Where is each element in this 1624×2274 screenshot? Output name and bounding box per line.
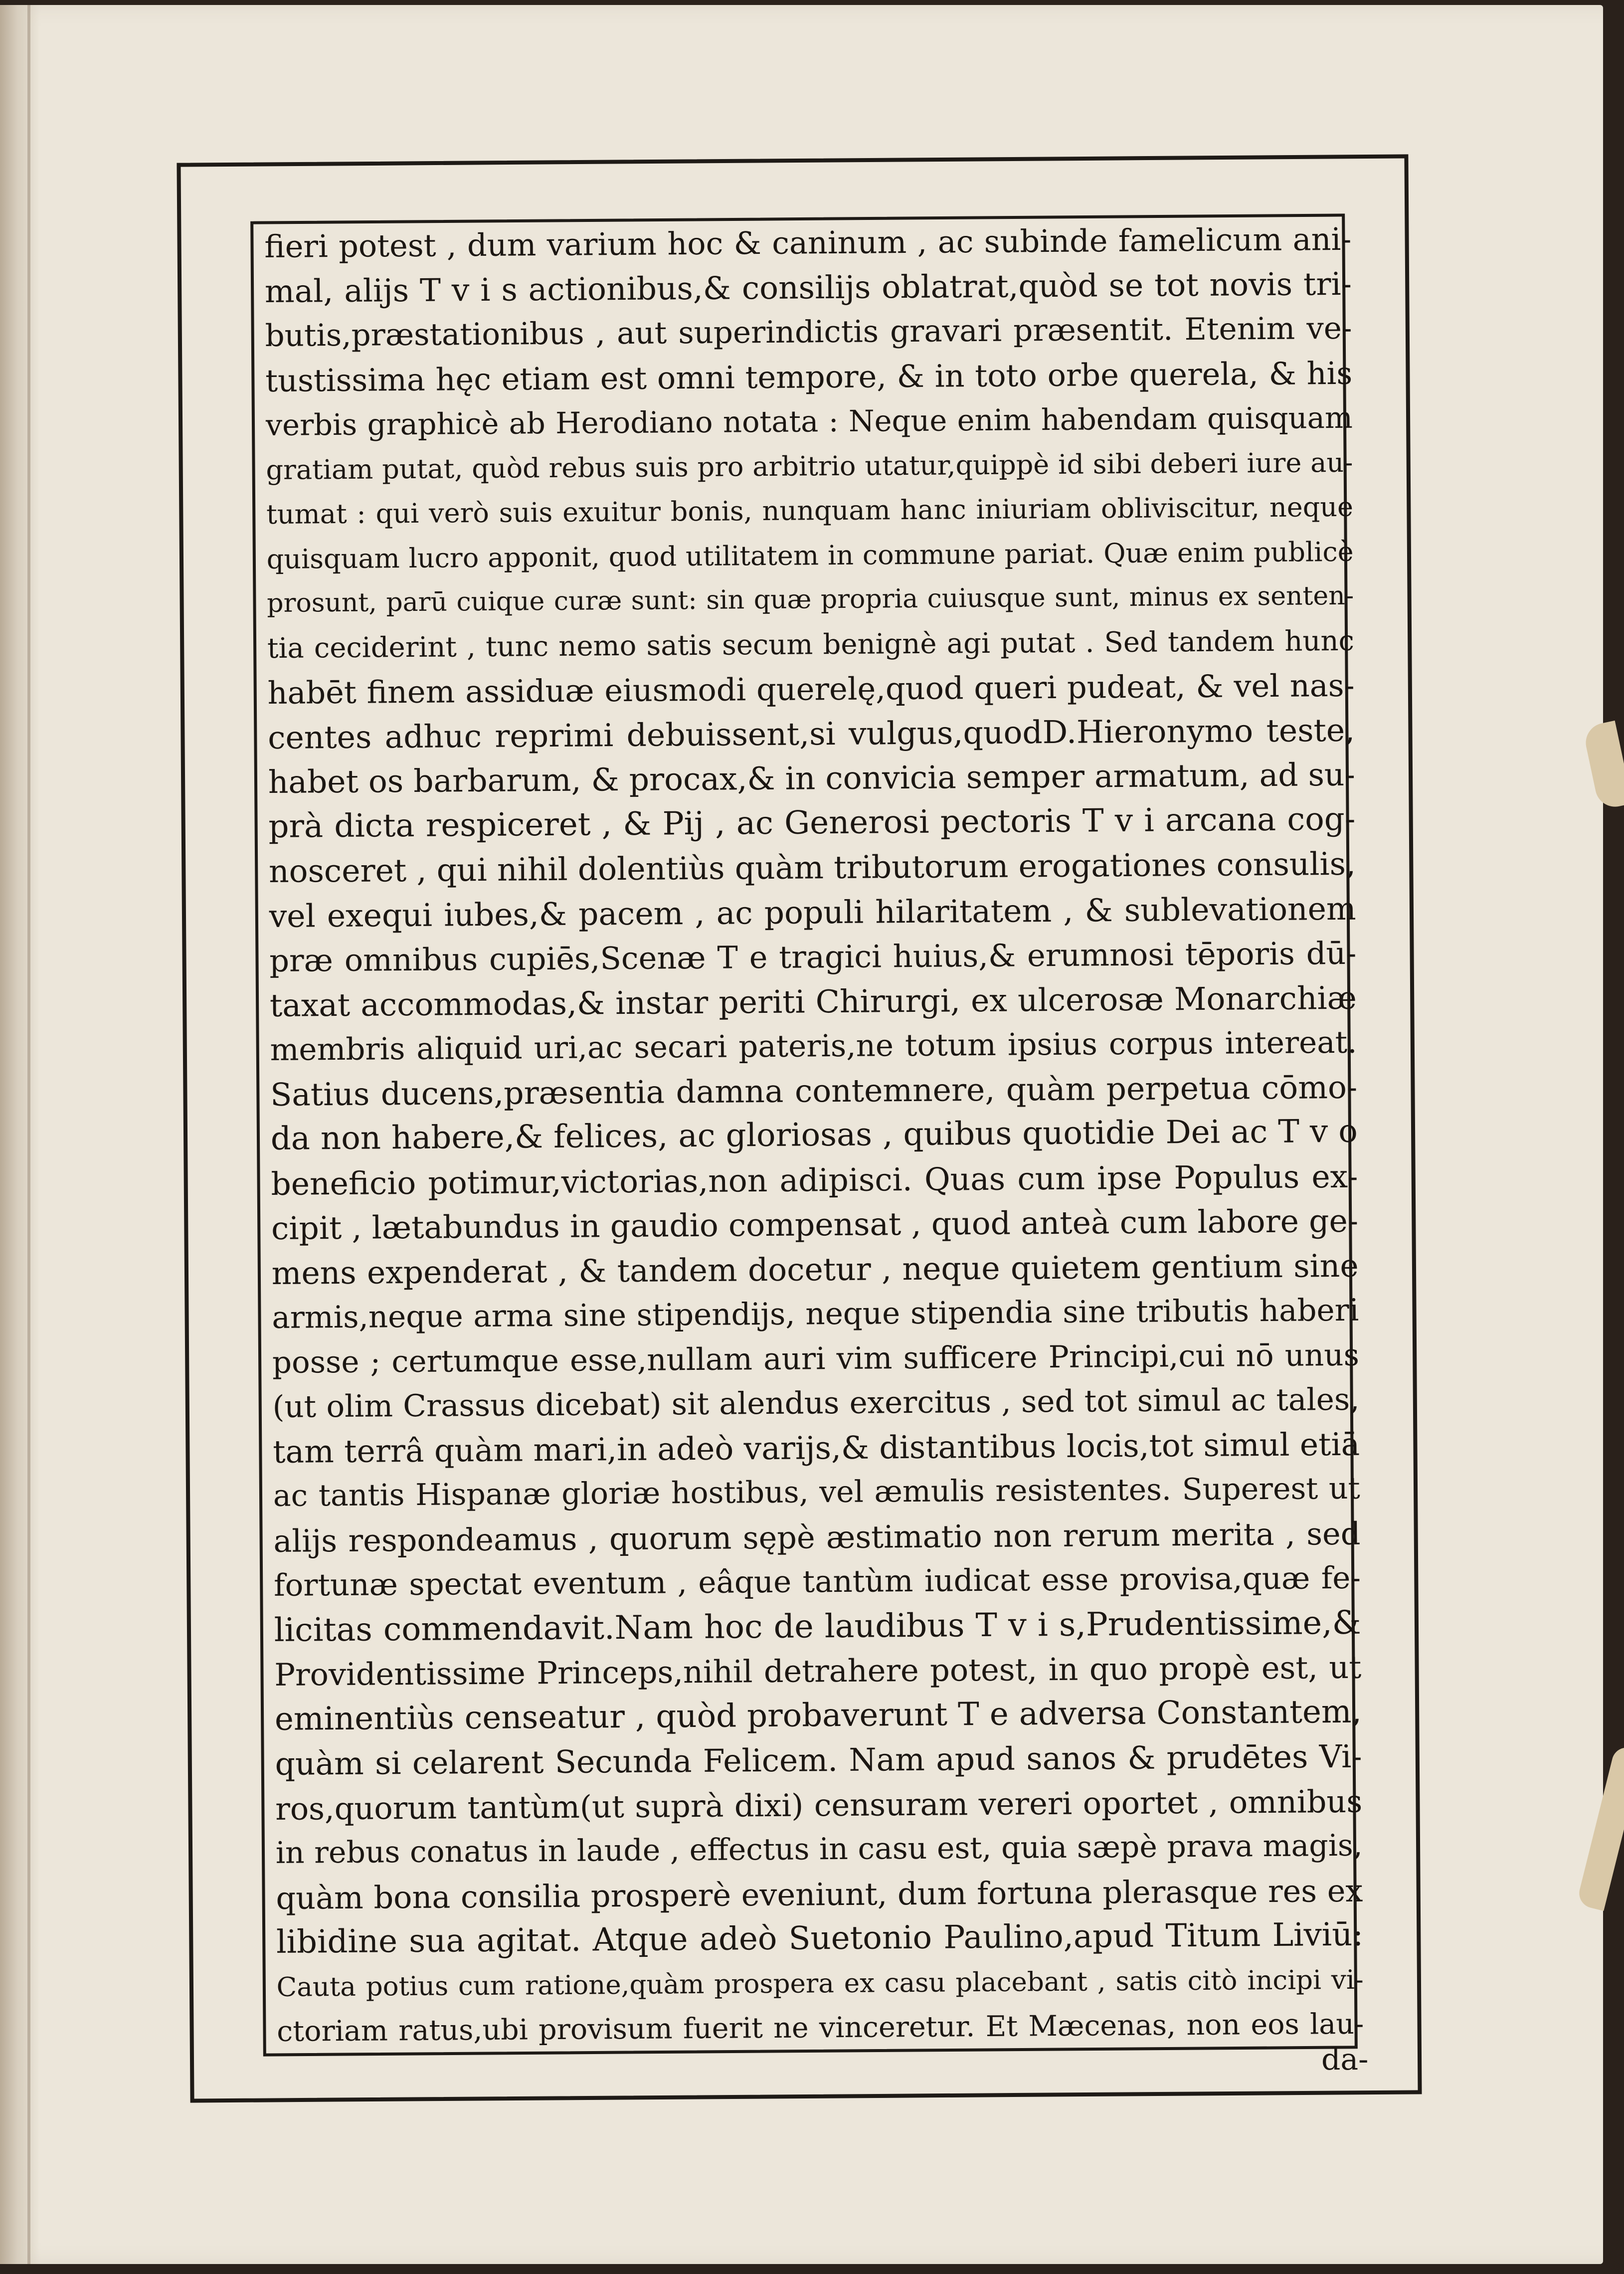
- text-line: vel exequi iubes,& pacem , ac populi hilaritatem , & sublevationem: [269, 890, 1356, 935]
- text-line: mal, alijs T v i s actionibus,& consilijs oblatrat,quòd se tot novis tri-: [264, 265, 1352, 310]
- text-line: Providentissime Princeps,nihil detrahere potest, in quo propè est, ut: [274, 1649, 1362, 1693]
- text-line: armis,neque arma sine stipendijs, neque stipendia sine tributis haberi: [272, 1292, 1359, 1335]
- text-line: alijs respondeamus , quorum sępè æstimatio non rerum merita , sed: [273, 1515, 1361, 1559]
- text-line: tam terrâ quàm mari,in adeò varijs,& distantibus locis,tot simul etiā: [272, 1426, 1360, 1470]
- text-line: taxat accommodas,& instar periti Chirurgi, ex ulcerosæ Monarchiæ: [269, 979, 1357, 1024]
- text-line: tustissima hęc etiam est omni tempore, & in toto orbe querela, & his: [265, 355, 1353, 399]
- text-line: habet os barbarum, & procax,& in convicia semper armatum, ad su-: [268, 756, 1356, 800]
- body-text: [264, 217, 1364, 2050]
- text-line: posse ; certumque esse,nullam auri vim sufficere Principi,cui nō unus: [272, 1337, 1360, 1380]
- text-line: tia ceciderint , tunc nemo satis secum benignè agi putat . Sed tandem hunc: [267, 624, 1355, 665]
- text-line: cipit , lætabundus in gaudio compensat , quod anteà cum labore ge-: [271, 1202, 1359, 1247]
- text-line: fieri potest , dum varium hoc & caninum , ac subinde famelicum ani-: [264, 220, 1352, 265]
- text-line: prà dicta respiceret , & Pij , ac Generosi pectoris T v i arcana cog-: [268, 800, 1356, 845]
- spine-shadow: [0, 5, 40, 2264]
- gutter-fold: [27, 5, 30, 2264]
- text-line: beneficio potimur,victorias,non adipisci. Quas cum ipse Populus ex-: [271, 1158, 1358, 1202]
- text-line: præ omnibus cupiēs,Scenæ T e tragici huius,& erumnosi tēporis dū-: [269, 935, 1357, 979]
- text-line: habēt finem assiduæ eiusmodi querelę,quod queri pudeat, & vel nas-: [267, 667, 1355, 711]
- text-line: butis,præstationibus , aut superindictis gravari præsentit. Etenim ve-: [265, 310, 1352, 354]
- text-line: membris aliquid uri,ac secari pateris,ne totum ipsius corpus intereat.: [270, 1024, 1357, 1068]
- text-line: gratiam putat, quòd rebus suis pro arbitrio utatur,quippè id sibi deberi iure au-: [266, 446, 1353, 486]
- text-line: prosunt, parū cuique curæ sunt: sin quæ propria cuiusque sunt, minus ex senten-: [267, 580, 1354, 618]
- text-line: licitas commendavit.Nam hoc de laudibus T v i s,Prudentissime,&: [274, 1604, 1361, 1649]
- text-line: fortunæ spectat eventum , eâque tantùm iudicat esse provisa,quæ fe-: [273, 1560, 1361, 1603]
- text-line: verbis graphicè ab Herodiano notata : Neque enim habendam quisquam: [265, 400, 1353, 442]
- text-line: da non habere,& felices, ac gloriosas , quibus quotidie Dei ac T v o: [270, 1113, 1358, 1157]
- text-line: mens expenderat , & tandem docetur , neque quietem gentium sine: [271, 1247, 1359, 1292]
- text-line: centes adhuc reprimi debuissent,si vulgus,quodD.Hieronymo teste,: [267, 712, 1355, 756]
- text-line: libidine sua agitat. Atque adeò Suetonio Paulino,apud Titum Liviū:: [276, 1916, 1364, 1961]
- text-line: ctoriam ratus,ubi provisum fuerit ne vinceretur. Et Mæcenas, non eos lau-: [277, 2007, 1364, 2048]
- catchword: da-: [1321, 2042, 1369, 2077]
- text-line: in rebus conatus in laude , effectus in casu est, quia sæpè prava magis,: [275, 1828, 1363, 1871]
- text-line: eminentiùs censeatur , quòd probaverunt T e adversa Constantem,: [274, 1693, 1362, 1738]
- text-line: (ut olim Crassus dicebat) sit alendus exercitus , sed tot simul ac tales,: [272, 1381, 1360, 1425]
- text-line: ac tantis Hispanæ gloriæ hostibus, vel æmulis resistentes. Superest ut: [273, 1471, 1360, 1514]
- text-line: tumat : qui verò suis exuitur bonis, nunquam hanc iniuriam obliviscitur, neque: [266, 491, 1354, 530]
- text-line: Satius ducens,præsentia damna contemnere, quàm perpetua cōmo-: [270, 1069, 1358, 1113]
- text-line: quisquam lucro apponit, quod utilitatem in commune pariat. Quæ enim publicè: [266, 536, 1354, 575]
- text-line: Cauta potius cum ratione,quàm prospera ex casu placebant , satis citò incipi vi-: [276, 1964, 1364, 2003]
- text-line: nosceret , qui nihil dolentiùs quàm tributorum erogationes consulis,: [268, 845, 1356, 890]
- text-line: quàm si celarent Secunda Felicem. Nam apud sanos & prudētes Vi-: [275, 1738, 1362, 1782]
- text-line: quàm bona consilia prosperè eveniunt, dum fortuna plerasque res ex: [276, 1872, 1363, 1916]
- text-line: ros,quorum tantùm(ut suprà dixi) censuram vereri oportet , omnibus: [275, 1783, 1363, 1827]
